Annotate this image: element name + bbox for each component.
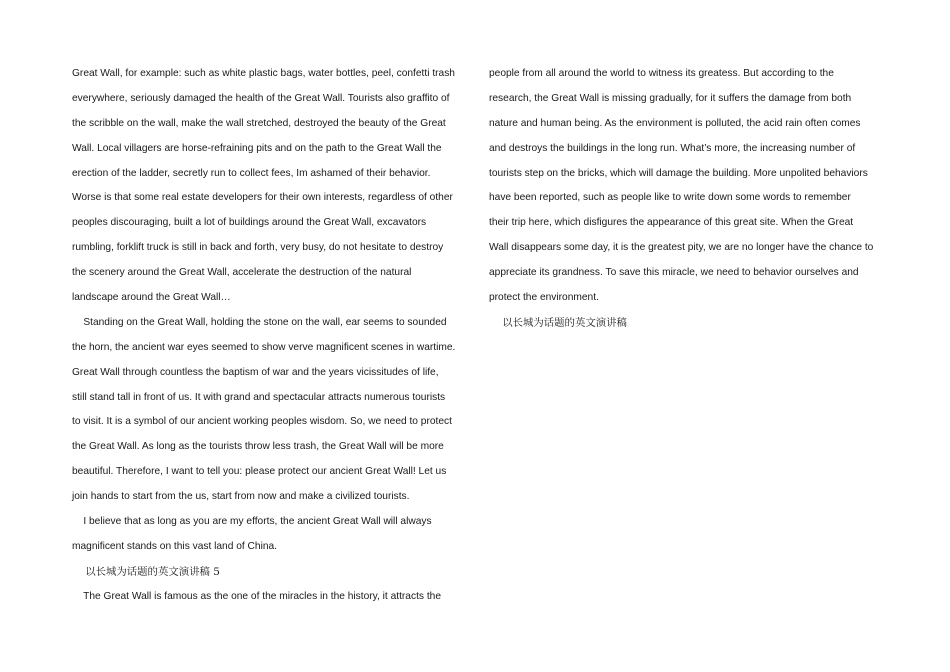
text-line: appreciate its grandness. To save this miracle, we need to behavior ourselves and (489, 267, 859, 279)
text-line: Wall. Local villagers are horse-refraining pits and on the path to the Great Wall the (72, 142, 442, 154)
text-line: Wall disappears some day, it is the greatest pity, we are no longer have the chance to (489, 242, 874, 254)
section-heading: 以长城为话题的英文演讲稿 5 (72, 565, 220, 578)
text-line: people from all around the world to witness its greatess. But according to the (489, 68, 834, 79)
text-line: the horn, the ancient war eyes seemed to show verve magnificent scenes in wartime. (72, 341, 456, 353)
text-line: everywhere, seriously damaged the health of the Great Wall. Tourists also graffito of (72, 92, 450, 104)
text-line: Worse is that some real estate developers for their own interests, regardless of other (72, 192, 453, 204)
text-line: join hands to start from the us, start from now and make a civilized tourists. (72, 491, 410, 503)
text-line: and destroys the buildings in the long run. What’s more, the increasing number of (489, 142, 856, 154)
text-line: landscape around the Great Wall… (72, 292, 231, 304)
text-line: still stand tall in front of us. It with grand and spectacular attracts numerous tourists (72, 391, 446, 403)
text-line: beautiful. Therefore, I want to tell you: please protect our ancient Great Wall! Let us (72, 466, 447, 478)
text-line: Great Wall through countless the baptism of war and the years vicissitudes of life, (72, 366, 439, 378)
text-line: to visit. It is a symbol of our ancient working peoples wisdom. So, we need to protect (72, 416, 452, 428)
right-text-column (489, 62, 881, 336)
text-line: erection of the ladder, secretly run to collect fees, Im ashamed of their behavior. (72, 167, 431, 179)
paragraph-start-line: The Great Wall is famous as the one of the miracles in the history, it attracts the (72, 590, 441, 602)
text-line: nature and human being. As the environment is polluted, the acid rain often comes (489, 117, 861, 129)
text-line: peoples discouraging, built a lot of buildings around the Great Wall, excavators (72, 217, 427, 229)
text-line: research, the Great Wall is missing gradually, for it suffers the damage from both (489, 92, 852, 104)
text-line: rumbling, forklift truck is still in back and forth, very busy, do not hesitate to destroy (72, 242, 444, 254)
text-line: tourists step on the bricks, which will damage the building. More unpolited behaviors (489, 167, 868, 179)
section-heading: 以长城为话题的英文演讲稿 (489, 316, 627, 329)
text-line: magnificent stands on this vast land of China. (72, 540, 277, 552)
left-text-column (72, 62, 464, 610)
text-line: their trip here, which disfigures the appearance of this great site. When the Great (489, 217, 854, 229)
text-line: have been reported, such as people like to write down some words to remember (489, 192, 851, 204)
text-line: the scenery around the Great Wall, accelerate the destruction of the natural (72, 267, 412, 279)
text-line: the scribble on the wall, make the wall stretched, destroyed the beauty of the Great (72, 117, 446, 129)
text-line: the Great Wall. As long as the tourists throw less trash, the Great Wall will be more (72, 441, 444, 453)
paragraph-start-line: Standing on the Great Wall, holding the stone on the wall, ear seems to sounded (72, 316, 447, 328)
paragraph-start-line: I believe that as long as you are my efforts, the ancient Great Wall will always (72, 516, 432, 528)
text-line: Great Wall, for example: such as white plastic bags, water bottles, peel, confetti trash (72, 68, 455, 79)
text-line: protect the environment. (489, 292, 599, 304)
